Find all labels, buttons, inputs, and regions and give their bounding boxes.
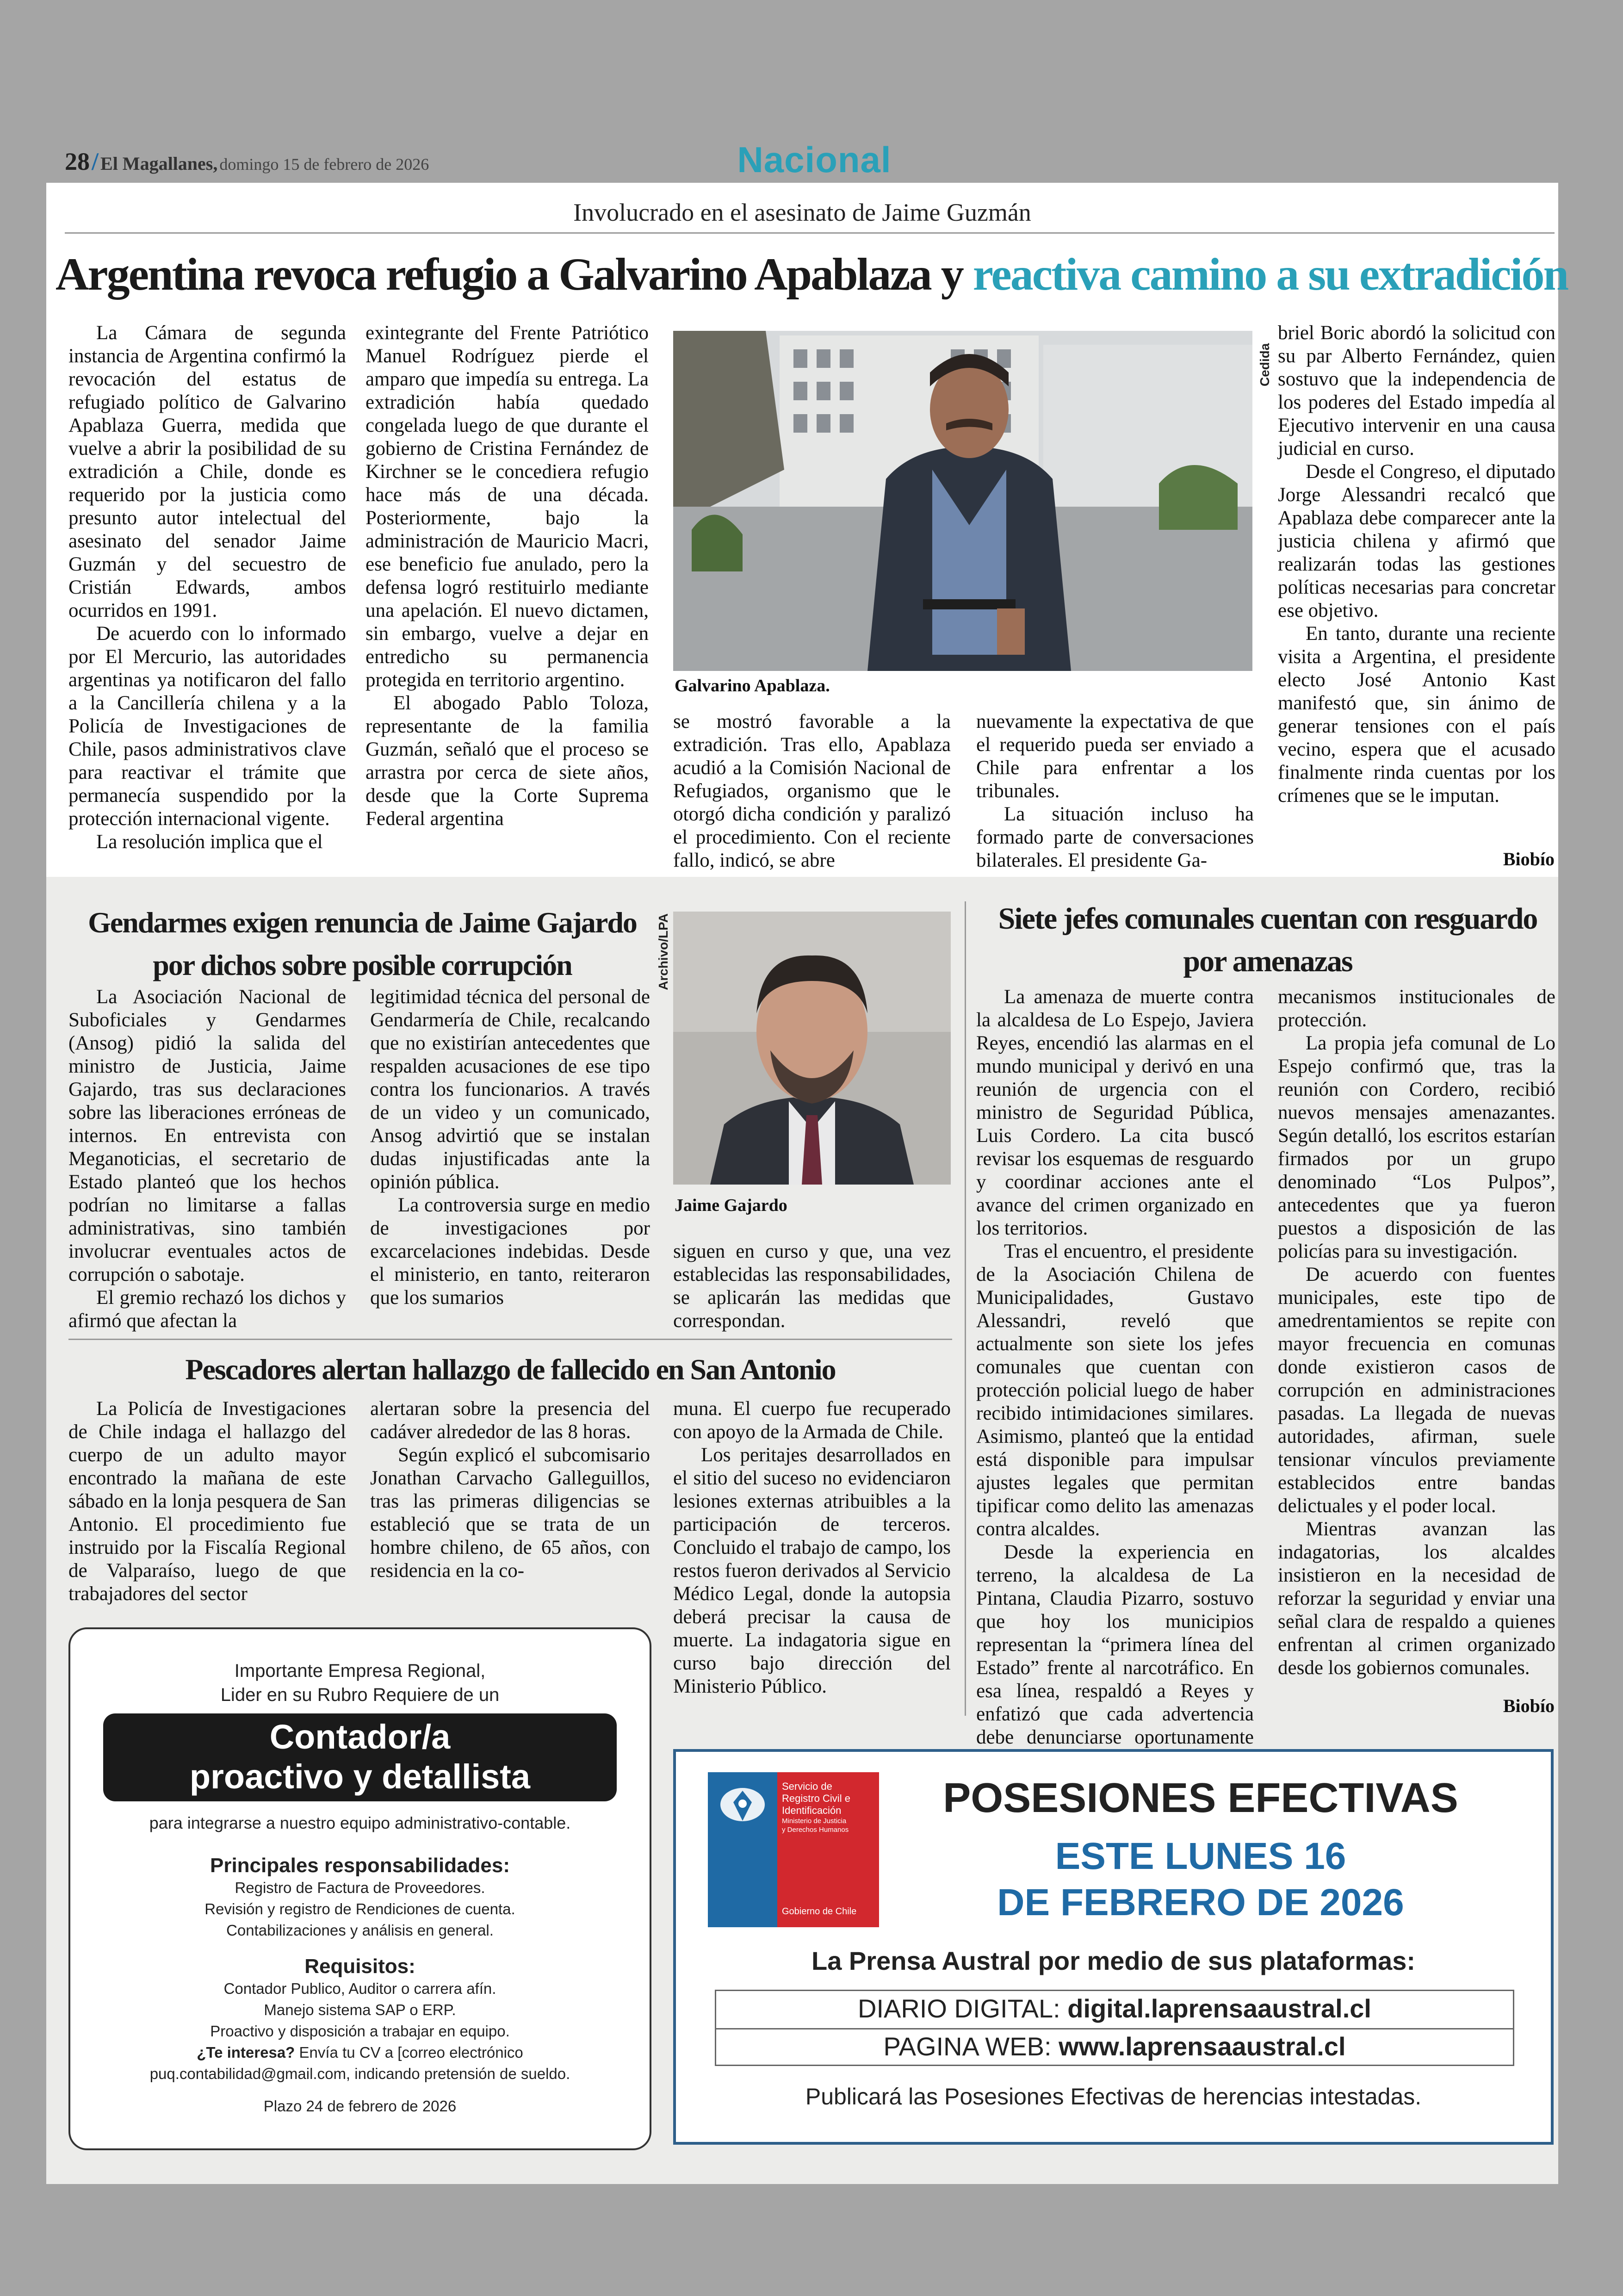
byline-bold: La Prensa Austral: [812, 1946, 1031, 1975]
siete-col-1: [976, 986, 1254, 1772]
req-item: Manejo sistema SAP o ERP.: [264, 2001, 456, 2018]
job-cta-rest: Envía tu CV a [correo electrónico: [299, 2044, 523, 2061]
job-deadline: Plazo 24 de febrero de 2026: [263, 2097, 457, 2115]
siete-headline: Siete jefes comunales cuentan con resguardo por amenazas: [998, 902, 1537, 978]
byline-rest: por medio de sus plataformas:: [1038, 1946, 1415, 1975]
resp-heading: Principales responsabilidades:: [210, 1854, 510, 1877]
job-ad-content: [70, 1659, 650, 2117]
web-line: [715, 2031, 1514, 2061]
job-title-2: proactivo y detallista: [189, 1757, 531, 1796]
column-divider: [965, 901, 966, 1716]
header-date: domingo 15 de febrero de 2026: [219, 155, 429, 174]
logo-text: [782, 1781, 877, 1834]
paragraph: Tras el encuentro, el presidente de la Asociación Chilena de Municipalidades, Gustavo Alessandri, reveló que actualmente son siete los jefes comunales que cuentan con protección policial luego de haber recibido intimidaciones similares. Asimismo, planteó que la entidad está disponible para impulsar ajustes legales que permitan tipificar como delito las amenazas contra alcaldes.: [976, 1241, 1254, 1540]
paragraph: La resolución implica que el: [96, 831, 323, 853]
paragraph: En tanto, durante una reciente visita a Argentina, el presidente electo José Antonio Kast manifestó que, sin ánimo de generar tensiones con el país vecino, espera que el acusado finalmente rinda cuentas por los crímenes que se le imputan.: [1278, 623, 1555, 807]
paragraph: Desde el Congreso, el diputado Jorge Alessandri recalcó que Apablaza debe comparecer ante la justicia chilena y afirmó que realizarán todas las gestiones políticas necesarias para concretar ese objetivo.: [1278, 461, 1555, 621]
gendarmes-col-3: [673, 1240, 951, 1333]
main-headline-blue: reactiva camino a su extradición: [973, 248, 1568, 300]
paragraph: La amenaza de muerte contra la alcaldesa de Lo Espejo, Javiera Reyes, encendió las alarmas en el mundo municipal y derivó en una reunión de urgencia con el ministro de Seguridad Pública, Luis Cordero. La cita buscó revisar los esquemas de resguardo y coordinar acciones ante el avance del crimen organizado en los territorios.: [976, 986, 1254, 1239]
job-title-1: Contador/a: [269, 1718, 451, 1756]
main-col-3: [673, 710, 951, 872]
main-source: Biobío: [1503, 849, 1555, 869]
job-title-banner: [103, 1713, 617, 1801]
pescadores-headline: Pescadores alertan hallazgo de fallecido en San Antonio: [185, 1353, 836, 1386]
req-item: Proactivo y disposición a trabajar en equipo.: [210, 2023, 510, 2040]
paragraph: La propia jefa comunal de Lo Espejo confirmó que, tras la reunión con Cordero, recibió nuevos mensajes amenazantes. Según detalló, los escritos estarían firmados por un grupo denominado “Los Pulpos”, antecedentes que ya fueron puestos a disposición de las policías para su investigación.: [1278, 1032, 1555, 1262]
logo-line: Servicio de: [782, 1781, 832, 1792]
apablaza-caption: Galvarino Apablaza.: [675, 676, 830, 695]
paragraph: Según explicó el subcomisario Jonathan Carvacho Galleguillos, tras las primeras diligencias se estableció que se trata de un hombre chileno, de 65 años, con residencia en la co-: [370, 1444, 650, 1582]
job-subtitle: para integrarse a nuestro equipo administrativo-contable.: [149, 1813, 571, 1832]
kicker-rule: [65, 232, 1555, 234]
paragraph: nuevamente la expectativa de que el requerido pueda ser enviado a Chile para enfrentar a los tribunales.: [976, 711, 1254, 802]
main-col-1: [68, 322, 346, 854]
posesiones-footer: Publicará las Posesiones Efectivas de herencias intestadas.: [805, 2084, 1422, 2110]
paragraph: De acuerdo con lo informado por El Mercurio, las autoridades argentinas ya notificaron del fallo a la Cancillería chilena y a la Policía de Investigaciones de Chile, pasos administrativos clave para reactivar el trámite que permanecía suspendido por la protección internacional vigente.: [68, 623, 346, 830]
gendarmes-col-1: [68, 986, 346, 1333]
pescadores-col-1: [68, 1397, 346, 1606]
gendarmes-col-2: [370, 986, 650, 1309]
logo-line: y Derechos Humanos: [782, 1826, 849, 1834]
web-url[interactable]: www.laprensaaustral.cl: [1059, 2032, 1346, 2061]
page-header: [65, 147, 527, 180]
paragraph: briel Boric abordó la solicitud con su par Alberto Fernández, quien sostuvo que la independencia de los poderes del Estado impedía al Ejecutivo intervenir en una causa judicial en curso.: [1278, 322, 1555, 459]
apablaza-photo-svg: [673, 331, 1252, 671]
posesiones-date-2: DE FEBRERO DE 2026: [997, 1881, 1404, 1924]
pescadores-col-3: [673, 1397, 951, 1698]
paragraph: El abogado Pablo Toloza, representante de la familia Guzmán, señaló que el proceso se arrastra por cerca de siete años, desde que la Corte Suprema Federal argentina: [365, 692, 649, 830]
page-number: 28: [65, 148, 90, 175]
registro-civil-logo: [708, 1772, 879, 1927]
req-heading: Requisitos:: [304, 1955, 415, 1978]
digital-url[interactable]: digital.laprensaaustral.cl: [1067, 1994, 1371, 2023]
gajardo-photo-credit: Archivo/LPA: [656, 913, 670, 990]
main-headline-dark: Argentina revoca refugio a Galvarino Apablaza y: [56, 248, 963, 300]
paragraph: La Asociación Nacional de Suboficiales y Gendarmes (Ansog) pidió la salida del ministro de Justicia, Jaime Gajardo, tras sus declaraciones sobre las liberaciones erróneas de internos. En entrevista con Meganoticias, el secretario de Estado planteó que los hechos podrían no limitarse a fallas administrativas, sino también involucrar eventuales actos de corrupción o sabotaje.: [68, 986, 346, 1285]
req-item: Contador Publico, Auditor o carrera afín.: [223, 1980, 496, 1997]
paragraph: siguen en curso y que, una vez establecidas las responsabilidades, se aplicarán las medidas que correspondan.: [673, 1241, 951, 1332]
paragraph: Mientras avanzan las indagatorias, los alcaldes insistieron en la necesidad de reforzar la seguridad y enviar una señal clara de respaldo a quienes enfrentan al crimen organizado desde los gobiernos comunales.: [1278, 1518, 1555, 1679]
pescadores-col-2: [370, 1397, 650, 1582]
main-col-4: [976, 710, 1254, 872]
posesiones-date-1: ESTE LUNES 16: [1055, 1835, 1346, 1877]
job-cta: [70, 2042, 650, 2063]
resp-item: Registro de Factura de Proveedores.: [235, 1879, 485, 1896]
paragraph: La Policía de Investigaciones de Chile indaga el hallazgo del cuerpo de un adulto mayor encontrado la mañana de este sábado en la lonja pesquera de San Antonio. El procedimiento fue instruido por la Fiscalía Regional de Valparaíso, luego de que trabajadores del sector: [68, 1398, 346, 1605]
paragraph: alertaran sobre la presencia del cadáver alrededor de las 8 horas.: [370, 1398, 650, 1443]
job-intro-2: Lider en su Rubro Requiere de un: [220, 1685, 500, 1705]
url-divider: [715, 2028, 1514, 2029]
gajardo-caption: Jaime Gajardo: [675, 1196, 787, 1215]
section-rule: [68, 1339, 952, 1340]
paragraph: Los peritajes desarrollados en el sitio del suceso no evidenciaron lesiones externas atribuibles a la participación de terceros. Concluido el trabajo de campo, los restos fueron derivados al Servicio Médico Legal, donde la autopsia deberá precisar la causa de muerte. La indagatoria sigue en curso bajo dirección del Ministerio Público.: [673, 1444, 951, 1697]
resp-item: Contabilizaciones y análisis en general.: [226, 1922, 494, 1939]
paragraph: se mostró favorable a la extradición. Tras ello, Apablaza acudió a la Comisión Nacional de Refugiados, organismo que le otorgó dicha condición y paralizó el procedimiento. Con el reciente fallo, indicó, se abre: [673, 711, 951, 871]
digital-label: DIARIO DIGITAL:: [858, 1994, 1060, 2023]
main-col-5: [1278, 322, 1555, 807]
paragraph: legitimidad técnica del personal de Gendarmería de Chile, recalcando que no existirían antecedentes que respalden acusaciones de ese tipo contra los funcionarios. A través de un video y un comunicado, Ansog advirtió que se instalan dudas injustificadas ante la opinión pública.: [370, 986, 650, 1193]
siete-source: Biobío: [1503, 1695, 1555, 1716]
apablaza-photo-credit: Cedida: [1258, 343, 1272, 386]
logo-line: Ministerio de Justicia: [782, 1817, 847, 1825]
posesiones-title: POSESIONES EFECTIVAS: [943, 1775, 1458, 1821]
posesiones-byline: [675, 1946, 1551, 1976]
coat-of-arms-icon: [708, 1777, 777, 1832]
web-label: PAGINA WEB:: [883, 2032, 1052, 2061]
logo-footer: Gobierno de Chile: [782, 1906, 857, 1917]
section-title: Nacional: [737, 139, 892, 180]
paragraph: mecanismos institucionales de protección.: [1278, 986, 1555, 1031]
gendarmes-headline: Gendarmes exigen renuncia de Jaime Gajardo por dichos sobre posible corrupción: [88, 906, 637, 981]
paragraph: El gremio rechazó los dichos y afirmó que afectan la: [68, 1287, 346, 1332]
logo-line: Identificación: [782, 1805, 842, 1816]
job-cta-email: puq.contabilidad@gmail.com, indicando pretensión de sueldo.: [149, 2065, 570, 2082]
paragraph: Desde la experiencia en terreno, la alcaldesa de La Pintana, Claudia Pizarro, sostuvo que hoy los municipios representan la “primera línea del Estado” frente al narcotráfico. En esa línea, respaldó a Reyes y enfatizó que cada advertencia debe denunciarse oportunamente: [976, 1541, 1254, 1748]
main-col-2: [365, 322, 649, 831]
paragraph: muna. El cuerpo fue recuperado con apoyo de la Armada de Chile.: [673, 1398, 951, 1443]
paragraph: La Cámara de segunda instancia de Argentina confirmó la revocación del estatus de refugiado político de Galvarino Apablaza Guerra, medida que vuelve a abrir la posibilidad de su extradición a Chile, donde es requerido por la justicia como presunto autor intelectual del asesinato del senador Jaime Guzmán y del secuestro de Cristián Edwards, ambos ocurridos en 1991.: [68, 322, 346, 621]
header-slash: /: [92, 148, 99, 175]
paragraph: La situación incluso ha formado parte de conversaciones bilaterales. El presidente Ga-: [976, 803, 1254, 871]
gajardo-photo-svg: [673, 912, 951, 1185]
job-cta-bold: ¿Te interesa?: [197, 2044, 295, 2061]
siete-col-2: [1278, 986, 1555, 1680]
gajardo-photo: [673, 912, 951, 1185]
paragraph: De acuerdo con fuentes municipales, este tipo de amedrentamientos se repite con mayor frecuencia en comunas donde existieron casos de corrupción en administraciones pasadas. La llegada de nuevas autoridades, afirman, suele tensionar vínculos previamente establecidos entre bandas delictuales y el poder local.: [1278, 1264, 1555, 1517]
apablaza-photo: [673, 331, 1252, 671]
logo-line: Registro Civil e: [782, 1793, 850, 1804]
paragraph: exintegrante del Frente Patriótico Manuel Rodríguez pierde el amparo que impedía su entrega. La extradición había quedado congelada luego de que durante el gobierno de Cristina Fernández de Kirchner se le concediera refugio hace más de una década. Posteriormente, bajo la administración de Mauricio Macri, ese beneficio fue anulado, pero la defensa logró restituirlo mediante una apelación. El nuevo dictamen, sin embargo, vuelve a dejar en entredicho su permanencia protegida en territorio argentino.: [365, 322, 649, 691]
resp-item: Revisión y registro de Rendiciones de cuenta.: [204, 1900, 515, 1917]
paragraph: La controversia surge en medio de investigaciones por excarcelaciones indebidas. Desde el ministerio, en tanto, reiteraron que los sumarios: [370, 1194, 650, 1309]
job-intro-1: Importante Empresa Regional,: [234, 1661, 486, 1681]
kicker: Involucrado en el asesinato de Jaime Guzmán: [573, 199, 1031, 226]
main-headline: [56, 248, 1568, 301]
paper-name: El Magallanes,: [100, 153, 218, 174]
digital-line: [715, 1993, 1514, 2023]
